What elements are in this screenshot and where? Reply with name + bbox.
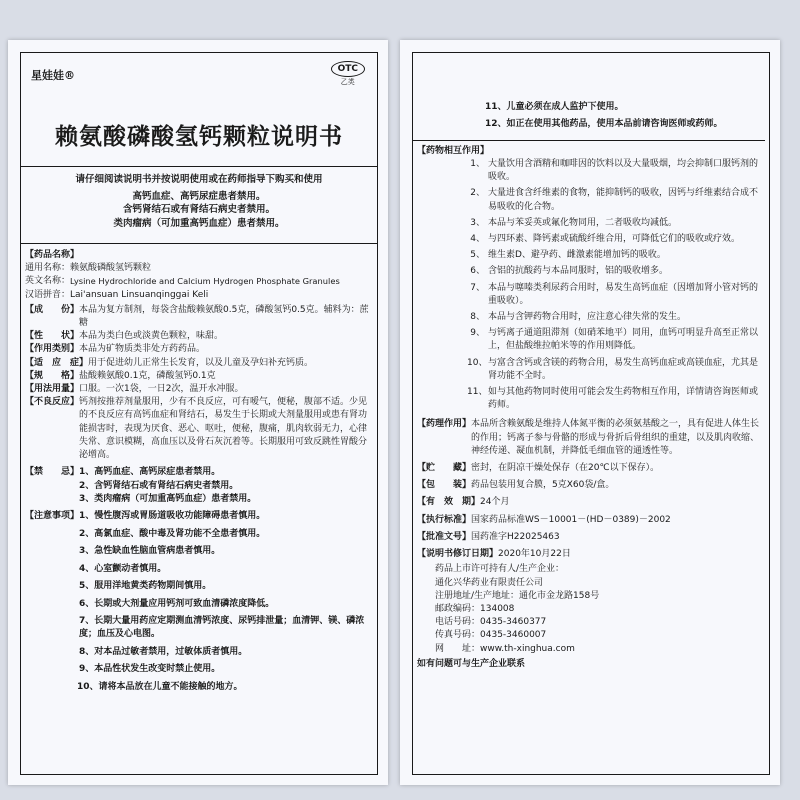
indication-row: 【适 应 症】 用于促进幼儿正常生长发育，以及儿童及孕妇补充钙质。 <box>25 357 314 368</box>
caution-item: 5、服用洋地黄类药物期间慎用。 <box>79 581 212 592</box>
notice-divider <box>21 243 377 244</box>
interaction-item: 8、 本品与含钾药物合用时，应注意心律失常的发生。 <box>470 312 687 323</box>
contra-item: 1、高钙血症、高钙尿症患者禁用。 <box>79 467 221 478</box>
otc-class: 乙类 <box>340 78 355 86</box>
category-row: 【作用类别】 本品为矿物质类非处方药药品。 <box>25 344 206 355</box>
caution-item: 11、儿童必须在成人监护下使用。 <box>485 102 624 112</box>
interaction-label: 【药物相互作用】 <box>417 145 490 156</box>
document-title: 赖氨酸磷酸氢钙颗粒说明书 <box>55 124 343 150</box>
english-name-row: 英文名称： Lysine Hydrochloride and Calcium Hydrogen Phosphate Granules <box>25 276 340 287</box>
interaction-item: 5、 维生素D、避孕药、雌激素能增加钙的吸收。 <box>470 250 666 261</box>
warning-line: 含钙肾结石或有肾结石病史者禁用。 <box>122 204 275 215</box>
brand-logo: 星娃娃® <box>31 69 75 82</box>
right-page <box>400 40 780 785</box>
interaction-item: 3、 本品与苯妥英或氟化物同用，二者吸收均减低。 <box>470 217 678 228</box>
otc-label: OTC <box>331 61 365 77</box>
manufacturer-block <box>417 563 761 655</box>
standard-row: 【执行标准】 国家药品标准WS－10001－(HD－0389)－2002 <box>417 514 671 525</box>
composition-row: 【成 份】 本品为复方制剂，每袋含盐酸赖氨酸0.5克，磷酸氢钙0.5克。辅料为：蔗糖 <box>25 304 369 329</box>
footer-contact-note: 如有问题可与生产企业联系 <box>417 658 526 669</box>
interaction-item: 1、 大量饮用含酒精和咖啡因的饮料以及大量吸烟，均会抑制口服钙剂的吸收。 <box>470 159 759 183</box>
interaction-item: 9、 与钙离子通道阻滞剂（如硝苯地平）同用，血钙可明显升高至正常以上，但盐酸维拉帕米等的作用则降低。 <box>470 328 759 352</box>
caution-item: 6、长期或大剂量应用钙剂可致血清磷浓度降低。 <box>79 598 275 609</box>
contact-row: 注册地址/生产地址： 通化市金龙路158号 <box>435 590 600 601</box>
left-body <box>25 249 371 694</box>
revision-row: 【说明书修订日期】 2020年10月22日 <box>417 549 571 560</box>
caution-item: 8、对本品过敏者禁用，过敏体质者慎用。 <box>79 646 248 657</box>
left-page-frame <box>20 52 378 775</box>
contra-item: 2、含钙肾结石或有肾结石病史者禁用。 <box>79 480 239 491</box>
warning-line: 类肉瘤病（可加重高钙血症）患者禁用。 <box>113 217 285 229</box>
warning-line: 高钙血症、高钙尿症患者禁用。 <box>132 190 266 202</box>
adverse-row: 【不良反应】 钙剂按推荐剂量服用，少有不良反应，可有嗳气，便秘，腹部不适。少见的不良反应有高钙血症和肾结石，易发生于长期或大剂量服用或患有肾功能损害时，表现为厌食、恶心、呕吐，便秘，腹痛，肌肉软弱无力，心律失常、意识模糊，高血压以及骨石灰沉着等。长期服用可致反跳性胃酸分泌增高。 <box>25 397 368 461</box>
contra-item: 3、类肉瘤病（可加重高钙血症）患者禁用。 <box>79 494 257 505</box>
notice-text: 请仔细阅读说明书并按说明使用或在药师指导下购买和使用 <box>75 174 323 185</box>
interaction-item: 11、 如与其他药物同时使用可能会发生药物相互作用，详情请咨询医师或药师。 <box>467 387 759 411</box>
contraindication-row: 【禁 忌】 1、高钙血症、高钙尿症患者禁用。 2、含钙肾结石或有肾结石病史者禁用。 3、类肉瘤病（可加重高钙血症）患者禁用。 <box>25 466 371 506</box>
pinyin-row: 汉语拼音： Lai'ansuan Linsuanqinggai Keli <box>25 289 209 300</box>
interaction-list <box>417 158 761 412</box>
caution-item: 3、急性缺血性脑血管病患者慎用。 <box>79 546 221 557</box>
storage-row: 【贮 藏】 密封，在阴凉干燥处保存（在20℃以下保存）。 <box>417 463 660 474</box>
interaction-divider <box>413 140 765 141</box>
generic-name-row: 通用名称： 赖氨酸磷酸氢钙颗粒 <box>25 263 152 274</box>
validity-row: 【有 效 期】 24个月 <box>417 497 510 508</box>
caution-item: 12、如正在使用其他药品，使用本品前请咨询医师或药师。 <box>485 119 723 130</box>
interaction-item: 2、 大量进食含纤维素的食物，能抑制钙的吸收，因钙与纤维素结合成不易吸收的化合物。 <box>470 188 759 212</box>
caution-item: 2、高氯血症、酸中毒及肾功能不全患者慎用。 <box>79 528 266 539</box>
contact-row: 网 址： www.th-xinghua.com <box>435 643 575 654</box>
contact-row: 传真号码： 0435-3460007 <box>435 630 547 641</box>
caution-item: 4、心室颤动者慎用。 <box>79 563 167 574</box>
interaction-item: 10、 与富含含钙或含镁的药物合用，易发生高钙血症或高镁血症，尤其是肾功能不全时。 <box>467 357 759 381</box>
pharmacology-row: 【药理作用】 本品所含赖氨酸是维持人体氮平衡的必须氨基酸之一，具有促进人体生长的作用；钙离子参与骨骼的形成与骨折后骨组织的重建，以及肌肉收缩、神经传递、凝血机制，并降低毛细血管的通透性等。 <box>417 419 760 456</box>
approval-row: 【批准文号】 国药准字H22025463 <box>417 531 560 542</box>
contact-row: 电话号码： 0435-3460377 <box>435 617 547 628</box>
interaction-item: 7、 本品与噻嗪类利尿药合用时，易发生高钙血症（因增加肾小管对钙的重吸收）。 <box>470 282 759 306</box>
right-body <box>417 101 761 671</box>
package-row: 【包 装】 药品包装用复合膜，5克X60袋/盒。 <box>417 480 615 491</box>
right-page-frame <box>412 52 770 775</box>
character-row: 【性 状】 本品为类白色或淡黄色颗粒，味甜。 <box>25 331 224 342</box>
caution-item: 1、慢性腹泻或胃肠道吸收功能障碍患者慎用。 <box>79 511 266 522</box>
drug-name-label: 【药品名称】 <box>25 250 80 260</box>
warning-list <box>21 190 377 231</box>
title-divider <box>21 166 377 167</box>
otc-badge <box>331 61 365 87</box>
interaction-item: 4、 与四环素、降钙素或硫酸纤维合用，可降低它们的吸收或疗效。 <box>470 234 741 245</box>
caution-item: 10、请将本品放在儿童不能接触的地方。 <box>77 681 243 692</box>
left-page <box>8 40 388 785</box>
spec-row: 【规 格】 盐酸赖氨酸0.1克，磷酸氢钙0.1克 <box>25 370 216 381</box>
usage-row: 【用法用量】 口服。一次1袋，一日2次，温开水冲服。 <box>25 384 244 395</box>
holder-label: 药品上市许可持有人/生产企业： <box>435 564 565 575</box>
caution-item: 7、长期大量用药应定期测血清钙浓度、尿钙排泄量；血清钾、镁、磷浓度；血压及心电图。 <box>79 615 365 640</box>
interaction-item: 6、 含铝的抗酸药与本品同服时，铝的吸收增多。 <box>470 266 669 277</box>
holder-name: 通化兴华药业有限责任公司 <box>435 577 544 588</box>
reading-notice <box>21 173 377 230</box>
caution-row: 【注意事项】 1、慢性腹泻或胃肠道吸收功能障碍患者慎用。 2、高氯血症、酸中毒及肾功能不全患者慎用。 3、急性缺血性脑血管病患者慎用。 4、心室颤动者慎用。 5、服用洋地黄类药物期间慎用。 6、长期或大剂量应用钙剂可致血清磷浓度降低。 7、长期大量用药应定期测血清钙浓度、尿钙排泄量；血清钾、镁、磷浓度；血压及心电图。 8、对本品过敏者禁用，过敏体质者慎用。 9、本品性状发生改变时禁止使用。 <box>25 510 371 680</box>
contact-row: 邮政编码： 134008 <box>435 603 515 614</box>
caution-item: 9、本品性状发生改变时禁止使用。 <box>79 664 221 675</box>
